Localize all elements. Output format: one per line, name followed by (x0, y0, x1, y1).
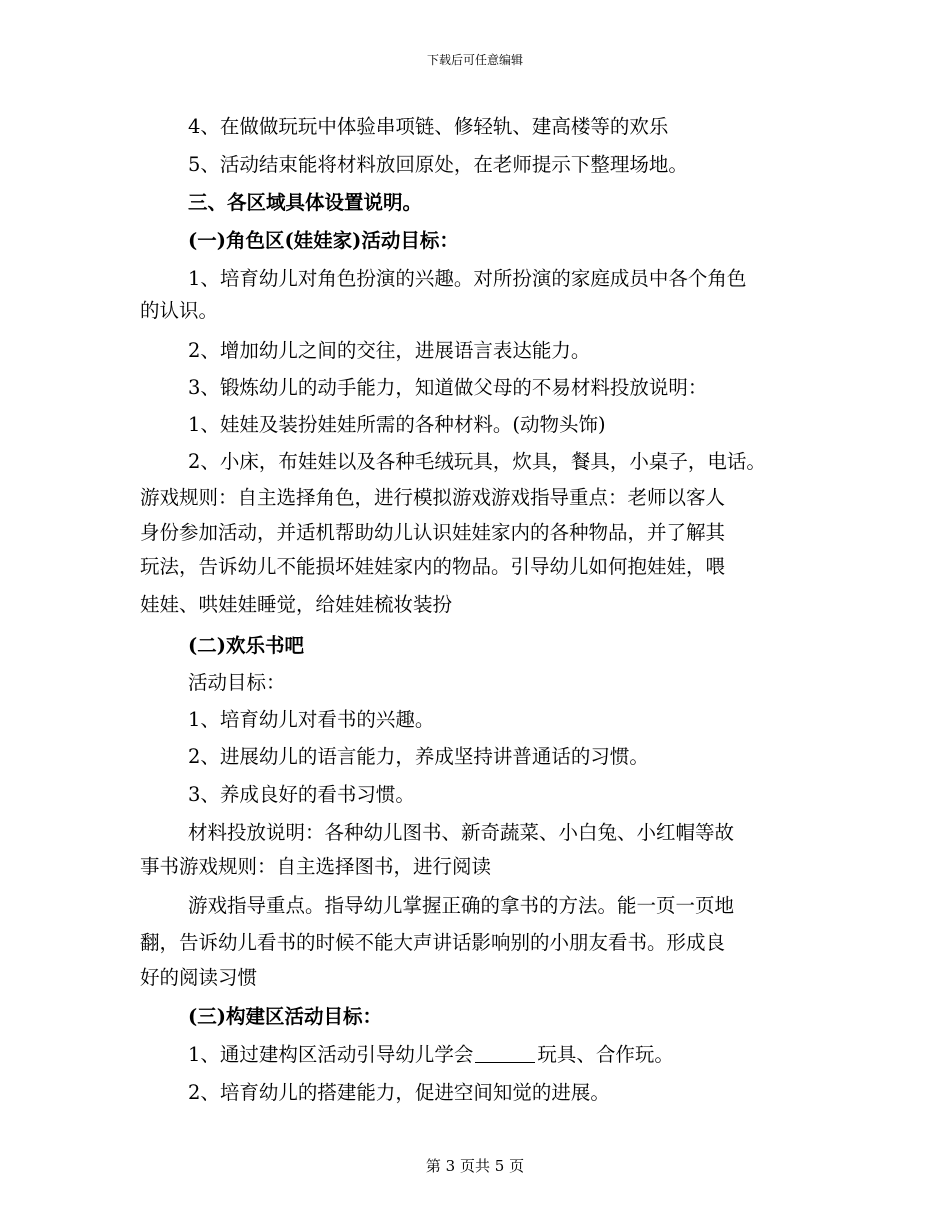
paragraph-line: 1、培育幼儿对看书的兴趣。 (188, 708, 435, 731)
fill-in-blank (475, 1044, 535, 1063)
page-header: 下载后可任意编辑 (426, 53, 523, 67)
section-heading: 三、各区域具体设置说明。 (188, 191, 423, 214)
subsection-heading: (三)构建区活动目标： (188, 1005, 382, 1028)
paragraph-line: 2、培育幼儿的搭建能力，促进空间知觉的进展。 (188, 1081, 610, 1104)
paragraph-line: 1、娃娃及装扮娃娃所需的各种材料。(动物头饰) (188, 413, 606, 436)
subsection-heading: (二)欢乐书吧 (188, 634, 304, 657)
paragraph-line: 5、活动结束能将材料放回原处，在老师提示下整理场地。 (188, 153, 688, 176)
paragraph-line: 好的阅读习惯 (140, 966, 258, 989)
line-text-before-blank: 1、通过建构区活动引导幼儿学会 (188, 1043, 474, 1066)
paragraph-line-with-blank (188, 1041, 818, 1069)
paragraph-line: 3、养成良好的看书习惯。 (188, 783, 415, 806)
paragraph-line: 翻，告诉幼儿看书的时候不能大声讲话影响别的小朋友看书。形成良 (140, 931, 726, 954)
paragraph-line: 身份参加活动，并适机帮助幼儿认识娃娃家内的各种物品，并了解其 (140, 521, 726, 544)
paragraph-line: 活动目标： (188, 671, 286, 694)
paragraph-line: 游戏指导重点。指导幼儿掌握正确的拿书的方法。能一页一页地 (188, 894, 735, 917)
paragraph-line: 的认识。 (140, 299, 219, 322)
paragraph-line: 玩法，告诉幼儿不能损坏娃娃家内的物品。引导幼儿如何抱娃娃，喂 (140, 555, 726, 578)
page-footer: 第 3 页共 5 页 (425, 1157, 525, 1175)
paragraph-line: 1、培育幼儿对角色扮演的兴趣。对所扮演的家庭成员中各个角色 (188, 267, 747, 290)
paragraph-line: 2、进展幼儿的语言能力，养成坚持讲普通话的习惯。 (188, 745, 649, 768)
paragraph-line: 娃娃、哄娃娃睡觉，给娃娃梳妆装扮 (140, 593, 453, 616)
line-text-after-blank: 玩具、合作玩。 (537, 1043, 674, 1066)
paragraph-line: 4、在做做玩玩中体验串项链、修轻轨、建高楼等的欢乐 (188, 115, 669, 138)
subsection-heading: (一)角色区(娃娃家)活动目标： (188, 229, 459, 252)
paragraph-line: 3、锻炼幼儿的动手能力，知道做父母的不易材料投放说明： (188, 376, 708, 399)
paragraph-line: 事书游戏规则：自主选择图书，进行阅读 (140, 855, 492, 878)
paragraph-line: 2、增加幼儿之间的交往，进展语言表达能力。 (188, 339, 591, 362)
paragraph-line: 材料投放说明：各种幼儿图书、新奇蔬菜、小白兔、小红帽等故 (188, 821, 735, 844)
paragraph-line: 2、小床，布娃娃以及各种毛绒玩具，炊具，餐具，小桌子，电话。 (188, 450, 766, 473)
paragraph-line: 游戏规则：自主选择角色，进行模拟游戏游戏指导重点：老师以客人 (140, 486, 726, 509)
